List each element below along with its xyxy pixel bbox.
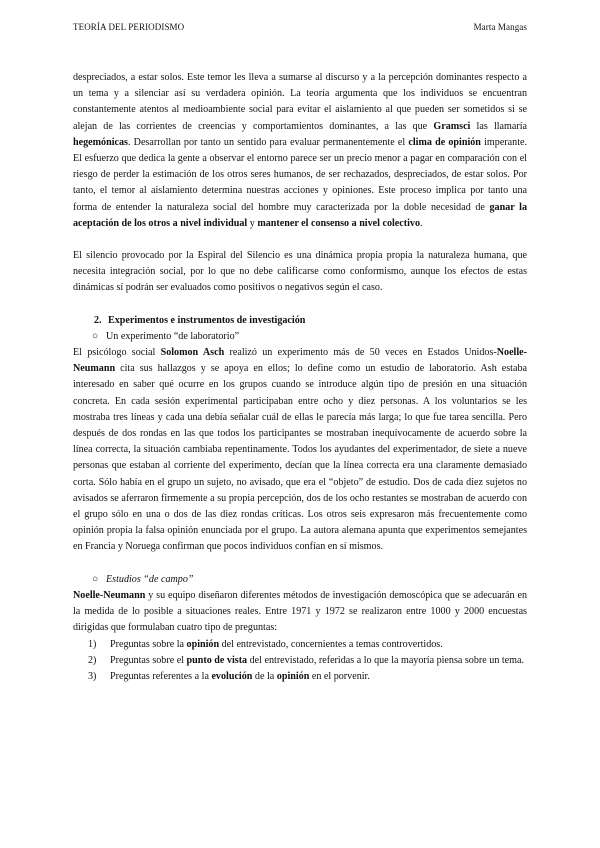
paragraph-spiral-fear: despreciados, a estar solos. Este temor les lleva a sumarse al discurso y a la percepción dominantes respecto a un tema y a silenciar así su verdadera opinión. La teoría argumenta que los individuos se encuentran constantemente atentos al medioambiente social para evitar el aislamiento al que pueden ser sometidos si se alejan de las corrientes de creencias y comportamientos dominantes, a las que Gramsci las llamaría hegemónicas. Desarrollan por tanto un sentido para evaluar permanentemente el clima de opinión imperante. El esfuerzo que dedica la gente a observar el entorno parece ser un precio menor a pagar en comparación con el riesgo de perder la estimación de los otros seres humanos, de ser rechazados, despreciados, de estar solos. Por tanto, el temor al aislamiento determina nuestras acciones y opiniones. Este proceso implica por tanto una forma de entender la naturaleza social del hombre muy caracterizada por la doble necesidad de ganar la aceptación de los otros a nivel individual y mantener el consenso a nivel colectivo. — [73, 72, 528, 229]
list-item: 1) Preguntas sobre la opinión del entrevistado, concernientes a temas controvertidos. — [88, 638, 443, 650]
list-item: 2) Preguntas sobre el punto de vista del entrevistado, referidas a lo que la mayoría piensa sobre un tema. — [88, 654, 525, 666]
paragraph-field-methods: Noelle-Neumann y su equipo diseñaron diferentes métodos de investigación demoscópica que se adecuarán en la medida de lo posible a situaciones reales. Entre 1971 y 1972 se realizaron entre 1000 y 2000 encuestas dirigidas que formulaban cuatro tipo de preguntas: — [73, 589, 527, 634]
paragraph-silence-nature: El silencio provocado por la Espiral del Silencio es una dinámica propia propia la naturaleza humana, que necesita integración social, por lo que no debe calificarse como conformismo, aunque los efectos de estas dinámicas sí podrán ser evaluados como positivos o negativos según el caso. — [73, 250, 527, 294]
circle-bullet-icon: ○ — [92, 330, 99, 342]
author-name: Marta Mangas — [473, 22, 527, 32]
paragraph-asch-experiment: El psicólogo social Solomon Asch realizó un experimento más de 50 veces en Estados Unidos-Noelle-Neumann cita sus hallazgos y se apoya en ellos; lo define como un estudio de laboratorio. Ash estaba interesado en saber qué ocurre en los grupos cuando se introduce algún tipo de presión en una situación concreta. En cada sesión experimental participaban entre ocho y diez personas. A los voluntarios se les mostraba tres líneas y cada una debía señalar cuál de ellas le parecía más larga; lo que fue tarea sencilla. Pero después de dos rondas en las que todos los participantes se mostraban inequívocamente de acuerdo sobre la línea correcta, la situación cambiaba repentinamente. Todos los ayudantes del experimentador, de siete a nueve personas que estaban al corriente del experimento, decían que la línea correcta era una claramente demasiado corta. Sólo había en el grupo un sujeto, no avisado, que era el “objeto” de estudio. Dos de cada diez sujetos no avisados se aferraron firmemente a su propia percepción, dos de los ocho restantes se mostraban de acuerdo con el grupo sólo en una o dos de las diez rondas críticas. Los otros seis expresaron más frecuentemente como opinión propia la falsa opinión enunciada por el grupo. La autora alemana apunta que experimentos semejantes en Francia y Noruega confirman que pocos individuos confían en sí mismos. — [73, 347, 528, 553]
question-types-list — [73, 637, 527, 686]
page-header — [73, 22, 527, 32]
list-item: 3) Preguntas referentes a la evolución de la opinión en el porvenir. — [88, 670, 370, 682]
circle-bullet-icon: ○ — [92, 573, 99, 585]
course-title: TEORÍA DEL PERIODISMO — [73, 22, 185, 32]
subsection-field-studies: ○ Estudios “de campo” — [73, 572, 527, 588]
subsection-lab-experiment: ○ Un experimento “de laboratorio” — [73, 329, 527, 345]
document-body — [73, 70, 527, 685]
section-heading: 2. Experimentos e instrumentos de investigación — [94, 314, 306, 326]
